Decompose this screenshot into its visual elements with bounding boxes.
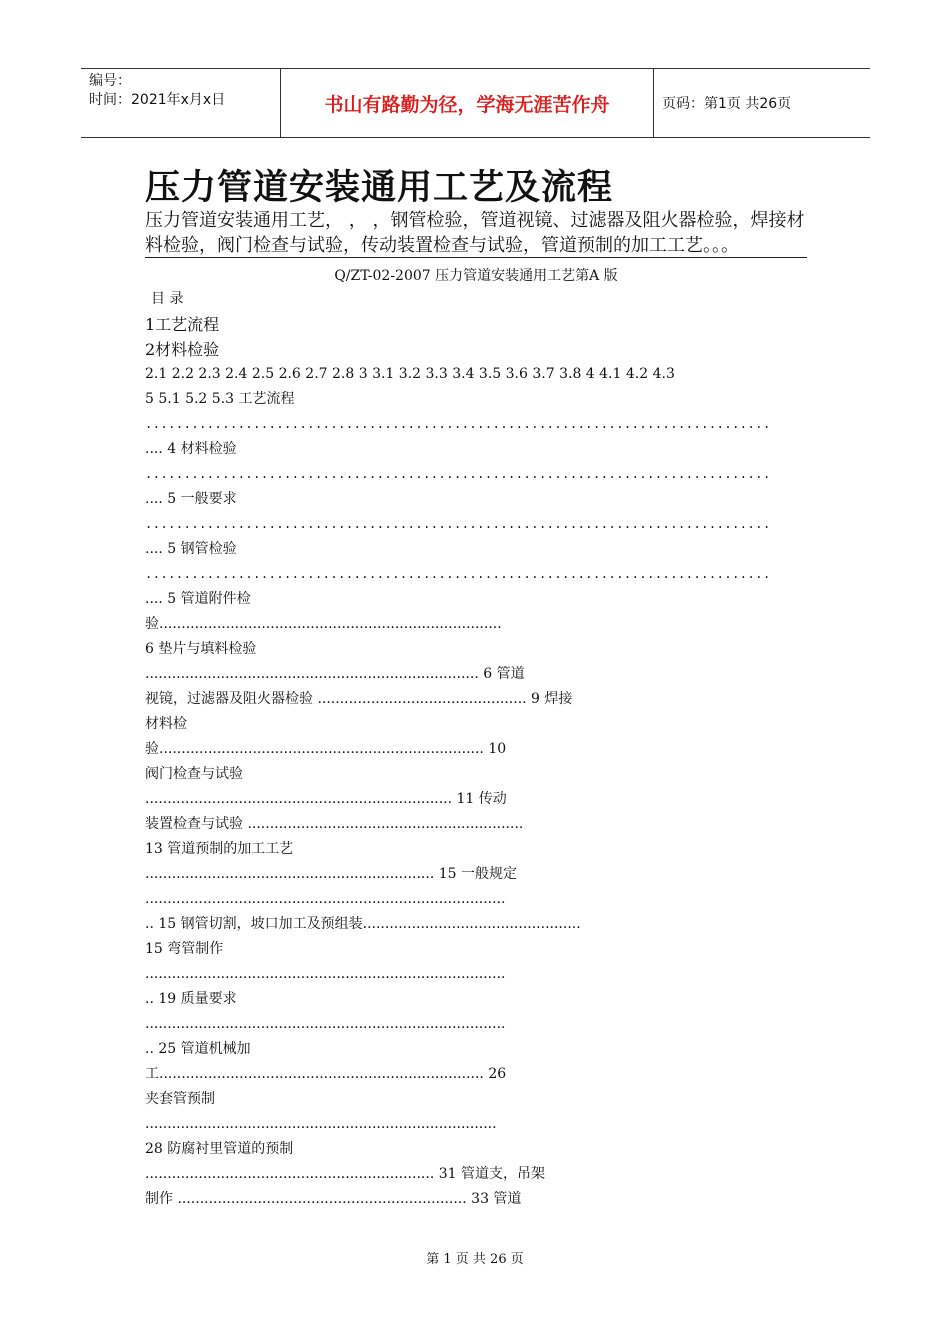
toc-line: ................................................................. 31 管道支，吊架: [145, 1166, 545, 1182]
toc-line: .... 5 钢管检验: [145, 541, 237, 557]
toc-line: 阀门检查与试验: [145, 766, 243, 782]
toc-line: .. 19 质量要求: [145, 991, 237, 1007]
toc-line: .... 5 一般要求: [145, 491, 237, 507]
toc-line: 验.............................................................................: [145, 616, 502, 632]
header-page-cell: [654, 69, 870, 137]
toc-line: .................................................................................: [145, 966, 506, 982]
toc-line: ................................................................. 15 一般规定: [145, 866, 517, 882]
toc-line: 13 管道预制的加工工艺: [145, 841, 294, 857]
toc-line: .................................................................................: [145, 891, 506, 907]
toc-line: 2材料检验: [145, 340, 220, 359]
toc-line: .. 15 钢管切割，坡口加工及预组装.................................................: [145, 916, 581, 932]
toc-line: 制作 ................................................................. 33 管道: [145, 1191, 522, 1207]
toc-line: ..................................................................... 11 传动: [145, 791, 507, 807]
table-of-contents: [145, 287, 813, 1212]
toc-line: .... 5 管道附件检: [145, 591, 251, 607]
document-code: Q/ZT-02-2007 压力管道安装通用工艺第A 版: [334, 268, 618, 284]
page-info: 页码：第1页 共26页: [662, 96, 792, 112]
motto-text: 书山有路勤为径，学海无涯苦作舟: [324, 93, 610, 116]
toc-line: 装置检查与试验 ..............................................................: [145, 816, 524, 832]
toc-line: 2.1 2.2 2.3 2.4 2.5 2.6 2.7 2.8 3 3.1 3.2 3.3 3.4 3.5 3.6 3.7 3.8 4 4.1 4.2 4.3: [145, 366, 675, 382]
toc-line: 1工艺流程: [145, 315, 220, 334]
toc-heading: 目 录: [151, 291, 184, 307]
toc-line: ...............................................................................: [145, 1116, 497, 1132]
doc-number-label: 编号：: [89, 73, 131, 89]
toc-line: .................................................................................: [145, 1016, 506, 1032]
header-meta-cell: [81, 69, 281, 137]
toc-line: 工......................................................................... 26: [145, 1066, 507, 1082]
header-table: [81, 68, 870, 138]
toc-line: .................................................................................: [145, 517, 771, 531]
toc-line: ........................................................................... 6 管道: [145, 666, 525, 682]
toc-line: .. 25 管道机械加: [145, 1041, 251, 1057]
toc-line: .................................................................................: [145, 467, 771, 481]
toc-line: 15 弯管制作: [145, 941, 224, 957]
toc-line: .................................................................................: [145, 417, 771, 431]
title-divider: [145, 257, 807, 258]
toc-line: .... 4 材料检验: [145, 441, 237, 457]
toc-line: 材料检: [145, 716, 187, 732]
toc-line: 6 垫片与填料检验: [145, 641, 257, 657]
toc-line: 夹套管预制: [145, 1091, 215, 1107]
toc-line: 视镜，过滤器及阻火器检验 ............................................... 9 焊接: [145, 691, 573, 707]
page-footer: 第 1 页 共 26 页: [426, 1252, 524, 1267]
toc-line: 28 防腐衬里管道的预制: [145, 1141, 294, 1157]
header-motto-cell: [281, 69, 654, 137]
toc-line: .................................................................................: [145, 567, 771, 581]
doc-date: 时间：2021年x月x日: [89, 92, 226, 108]
toc-line: 5 5.1 5.2 5.3 工艺流程: [145, 391, 295, 407]
document-title: 压力管道安装通用工艺及流程: [145, 168, 614, 208]
document-subtitle: 压力管道安装通用工艺， ， ，钢管检验，管道视镜、过滤器及阻火器检验，焊接材料检验，阀门检查与试验，传动装置检查与试验，管道预制的加工工艺。。。: [145, 210, 805, 256]
toc-line: 验......................................................................... 10: [145, 741, 507, 757]
